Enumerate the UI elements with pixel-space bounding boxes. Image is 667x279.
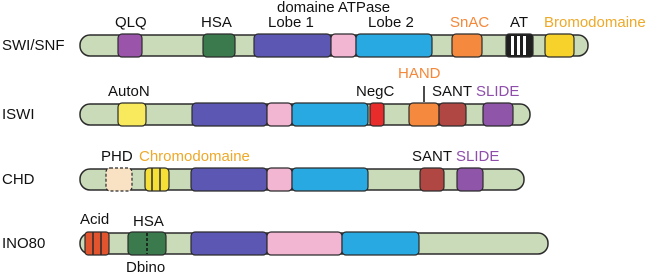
ino80-protein (80, 232, 548, 255)
label-phd: PHD (101, 148, 133, 165)
chd-slide-domain (457, 168, 483, 191)
label-slide-iswi: SLIDE (476, 83, 520, 100)
label-lobe2: Lobe 2 (368, 14, 414, 31)
swisnf-qlq-domain (118, 34, 142, 57)
iswi-negC-domain (370, 103, 384, 126)
swisnf-linker-domain (331, 34, 356, 57)
label-snac: SnAC (450, 14, 490, 31)
ino80-acid-domain (85, 232, 109, 255)
family-label-iswi: ISWI (2, 106, 35, 123)
chd-chromodomain (145, 168, 169, 191)
iswi-slide-domain (483, 103, 513, 126)
chd-sant-domain (420, 168, 444, 191)
swisnf-protein (80, 34, 588, 57)
swisnf-lobe1-domain (254, 34, 331, 57)
label-bromodomaine: Bromodomaine (544, 14, 646, 31)
family-label-chd: CHD (2, 171, 35, 188)
chd-linker-domain (267, 168, 292, 191)
label-sant-iswi: SANT (432, 83, 473, 100)
label-slide-chd: SLIDE (456, 148, 500, 165)
atpase-domain-header: domaine ATPase (277, 0, 391, 16)
label-at: AT (510, 14, 529, 31)
label-hsa-swisnf: HSA (201, 14, 232, 31)
family-label-swisnf: SWI/SNF (2, 37, 65, 54)
iswi-autoN-domain (118, 103, 146, 126)
swisnf-snac-domain (452, 34, 482, 57)
chd-phd-domain (106, 168, 132, 191)
iswi-lobe1-domain (192, 103, 267, 126)
label-chromodomaine: Chromodomaine (139, 148, 250, 165)
swisnf-bromodomain (545, 34, 574, 57)
ino80-lobe1-domain (191, 232, 267, 255)
swisnf-lobe2-domain (356, 34, 432, 57)
chd-lobe1-domain (191, 168, 267, 191)
label-acid: Acid (80, 211, 110, 228)
chd-protein (80, 168, 524, 191)
iswi-lobe2-domain (292, 103, 368, 126)
chd-lobe2-domain (292, 168, 368, 191)
swisnf-hsa-domain (203, 34, 235, 57)
label-dbino: Dbino (126, 259, 166, 276)
iswi-hand-domain (409, 103, 439, 126)
ino80-linker-domain (267, 232, 342, 255)
label-negC: NegC (356, 83, 395, 100)
iswi-sant-domain (439, 103, 466, 126)
label-hand: HAND (398, 65, 441, 82)
label-hsa-ino80: HSA (133, 213, 164, 230)
label-sant-chd: SANT (412, 148, 453, 165)
at-hook-stripes (511, 36, 526, 55)
label-lobe1: Lobe 1 (268, 14, 314, 31)
label-autoN: AutoN (108, 83, 150, 100)
family-label-ino80: INO80 (2, 235, 46, 252)
iswi-linker-domain (267, 103, 292, 126)
label-qlq: QLQ (115, 14, 147, 31)
ino80-lobe2-domain (342, 232, 419, 255)
